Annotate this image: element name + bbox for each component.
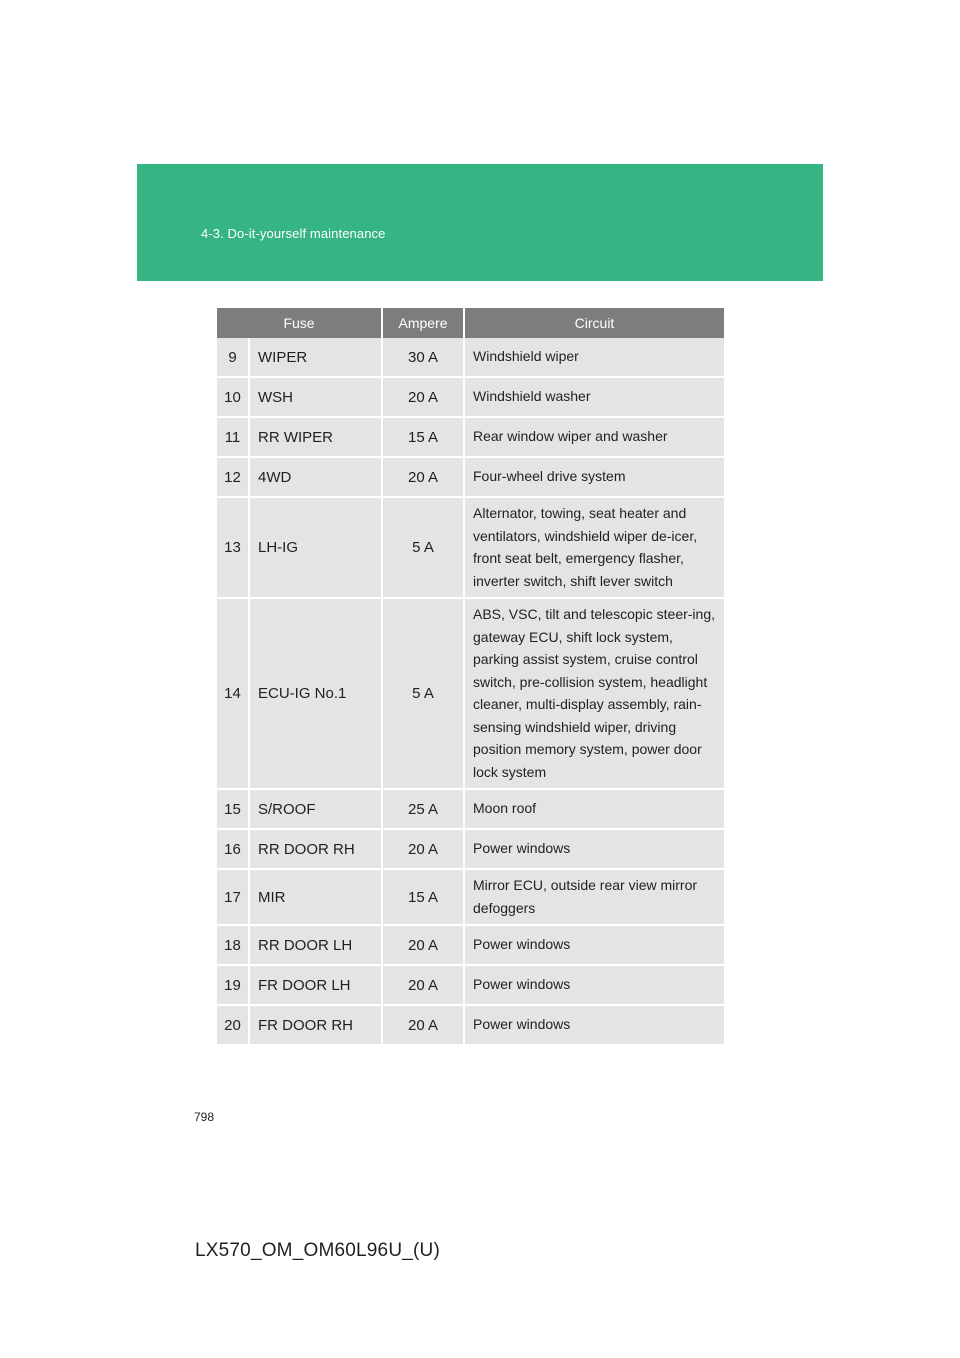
fuse-name: RR WIPER [249, 417, 382, 457]
fuse-circuit: Power windows [464, 925, 724, 965]
fuse-name: ECU-IG No.1 [249, 598, 382, 789]
fuse-number: 16 [217, 829, 249, 869]
page-number: 798 [194, 1110, 215, 1124]
table-row [217, 497, 724, 598]
fuse-name: FR DOOR RH [249, 1005, 382, 1045]
fuse-number: 9 [217, 338, 249, 377]
document-code: LX570_OM_OM60L96U_(U) [195, 1240, 440, 1261]
fuse-ampere: 20 A [382, 457, 464, 497]
table-row [217, 789, 724, 829]
fuse-number: 14 [217, 598, 249, 789]
fuse-circuit: Alternator, towing, seat heater and ventilators, windshield wiper de-icer, front seat belt, emergency flasher, inverter switch, shift lever switch [464, 497, 724, 598]
fuse-table [217, 308, 724, 1046]
fuse-name: LH-IG [249, 497, 382, 598]
fuse-ampere: 5 A [382, 497, 464, 598]
table-row [217, 598, 724, 789]
fuse-ampere: 15 A [382, 869, 464, 925]
fuse-ampere: 15 A [382, 417, 464, 457]
fuse-name: MIR [249, 869, 382, 925]
fuse-number: 10 [217, 377, 249, 417]
fuse-ampere: 20 A [382, 1005, 464, 1045]
fuse-number: 15 [217, 789, 249, 829]
fuse-name: FR DOOR LH [249, 965, 382, 1005]
fuse-ampere: 5 A [382, 598, 464, 789]
fuse-circuit: ABS, VSC, tilt and telescopic steer-ing, gateway ECU, shift lock system, parking assist system, cruise control switch, pre-collision system, headlight cleaner, multi-display assembly, rain-sensing windshield wiper, driving position memory system, power door lock system [464, 598, 724, 789]
table-row [217, 417, 724, 457]
fuse-circuit: Windshield washer [464, 377, 724, 417]
fuse-ampere: 30 A [382, 338, 464, 377]
fuse-name: RR DOOR LH [249, 925, 382, 965]
fuse-circuit: Power windows [464, 965, 724, 1005]
fuse-number: 12 [217, 457, 249, 497]
fuse-ampere: 20 A [382, 965, 464, 1005]
header-band [137, 164, 823, 281]
fuse-circuit: Rear window wiper and washer [464, 417, 724, 457]
fuse-number: 17 [217, 869, 249, 925]
fuse-number: 20 [217, 1005, 249, 1045]
fuse-ampere: 20 A [382, 377, 464, 417]
section-title: 4-3. Do-it-yourself maintenance [201, 226, 386, 241]
fuse-number: 13 [217, 497, 249, 598]
fuse-number: 18 [217, 925, 249, 965]
column-header-ampere: Ampere [382, 308, 464, 338]
table-header-row [217, 308, 724, 338]
table-row [217, 1005, 724, 1045]
fuse-number: 19 [217, 965, 249, 1005]
table-row [217, 925, 724, 965]
table-row [217, 829, 724, 869]
column-header-fuse: Fuse [217, 308, 382, 338]
table-row [217, 965, 724, 1005]
fuse-circuit: Moon roof [464, 789, 724, 829]
table-row [217, 377, 724, 417]
table-row [217, 457, 724, 497]
fuse-number: 11 [217, 417, 249, 457]
fuse-circuit: Mirror ECU, outside rear view mirror defoggers [464, 869, 724, 925]
fuse-circuit: Power windows [464, 1005, 724, 1045]
table-row [217, 869, 724, 925]
fuse-ampere: 20 A [382, 829, 464, 869]
fuse-circuit: Power windows [464, 829, 724, 869]
fuse-name: S/ROOF [249, 789, 382, 829]
table-row [217, 338, 724, 377]
fuse-name: WIPER [249, 338, 382, 377]
fuse-ampere: 25 A [382, 789, 464, 829]
column-header-circuit: Circuit [464, 308, 724, 338]
fuse-name: RR DOOR RH [249, 829, 382, 869]
fuse-ampere: 20 A [382, 925, 464, 965]
fuse-name: WSH [249, 377, 382, 417]
fuse-name: 4WD [249, 457, 382, 497]
fuse-circuit: Four-wheel drive system [464, 457, 724, 497]
fuse-circuit: Windshield wiper [464, 338, 724, 377]
